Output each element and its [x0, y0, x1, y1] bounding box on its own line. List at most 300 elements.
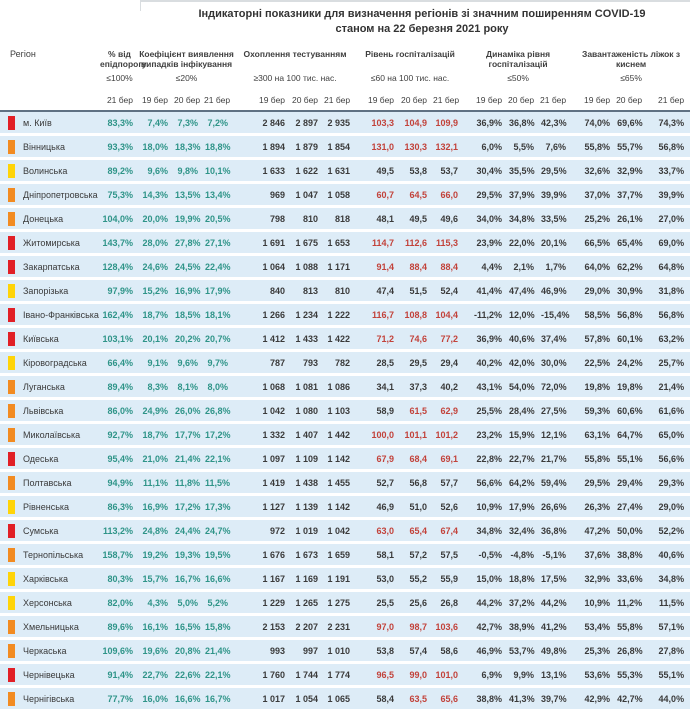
coef-value: 19,5%: [205, 549, 231, 560]
date-header: 20 бер: [174, 94, 201, 105]
risk-level-indicator-red: [8, 332, 15, 346]
beds-value: 26,8%: [617, 645, 643, 656]
risk-level-indicator-orange: [8, 188, 15, 202]
beds-value: 32,9%: [584, 573, 611, 584]
hosp-value: 49,5: [376, 165, 395, 176]
hosp-value: 34,1: [376, 381, 395, 392]
date-header: 20 бер: [616, 94, 643, 105]
dyn-value: 9,9%: [513, 669, 535, 680]
dyn-value: 34,0%: [476, 213, 503, 224]
hosp-value: 64,5: [409, 189, 428, 200]
hosp-value: 98,7: [409, 621, 428, 632]
test-value: 840: [270, 285, 286, 296]
test-value: 813: [303, 285, 319, 296]
test-value: 1 673: [295, 549, 319, 560]
beds-value: 56,8%: [658, 309, 685, 320]
beds-value: 63,2%: [658, 333, 685, 344]
test-value: 1 234: [295, 309, 319, 320]
hosp-value: 104,9: [404, 117, 428, 128]
coef-value: 13,4%: [205, 189, 231, 200]
dyn-value: 12,0%: [509, 309, 535, 320]
beds-value: 19,8%: [584, 381, 611, 392]
coef-value: 9,1%: [147, 357, 168, 368]
test-value: 1 653: [327, 237, 351, 248]
risk-level-indicator-yellow: [8, 164, 15, 178]
coef-value: 13,5%: [175, 189, 201, 200]
coef-value: 7,4%: [147, 117, 168, 128]
hosp-value: 88,4: [409, 261, 428, 272]
region-cell: [0, 351, 100, 375]
region-row: [0, 423, 690, 447]
beds-value: 42,7%: [617, 693, 643, 704]
region-cell: [0, 639, 100, 663]
region-name: Полтавська: [23, 477, 72, 488]
hosp-value: 100,0: [371, 429, 395, 440]
test-value: 1 222: [327, 309, 351, 320]
dyn-value: 28,4%: [509, 405, 535, 416]
hosp-value: 29,5: [409, 357, 428, 368]
dyn-value: 37,2%: [509, 597, 535, 608]
risk-level-indicator-orange: [8, 476, 15, 490]
coef-value: 24,5%: [175, 261, 201, 272]
beds-value: 55,7%: [617, 141, 643, 152]
dyn-value: 44,2%: [541, 597, 567, 608]
coef-value: 28,0%: [142, 237, 168, 248]
dyn-value: 37,9%: [509, 189, 535, 200]
hosp-value: 58,6: [440, 645, 459, 656]
beds-value: 65,4%: [617, 237, 643, 248]
test-value: 1 109: [295, 453, 319, 464]
coef-value: 5,2%: [207, 597, 229, 608]
hosp-value: 53,8: [376, 645, 395, 656]
test-value: 1 019: [295, 525, 319, 536]
risk-level-indicator-red: [8, 452, 15, 466]
beds-value: 10,9%: [584, 597, 611, 608]
test-value: 1 191: [327, 573, 351, 584]
coef-value: 15,8%: [205, 621, 231, 632]
coef-value: 18,5%: [175, 309, 201, 320]
coef-value: 22,4%: [205, 261, 231, 272]
dyn-value: 29,5%: [541, 165, 567, 176]
region-row: [0, 231, 690, 255]
dyn-value: 36,9%: [476, 117, 503, 128]
column-group-epidemic-threshold: % від епідпорогу: [100, 48, 147, 70]
coef-value: 8,0%: [207, 381, 229, 392]
risk-level-indicator-orange: [8, 140, 15, 154]
header-dates-row: [0, 84, 690, 112]
hosp-value: 55,2: [409, 573, 428, 584]
region-name: Житомирська: [23, 237, 80, 248]
region-name: Львівська: [23, 405, 64, 416]
beds-value: 11,5%: [659, 597, 685, 608]
beds-value: 64,8%: [658, 261, 685, 272]
coef-value: 4,3%: [147, 597, 168, 608]
coef-value: 21,0%: [142, 453, 168, 464]
date-header: 19 бер: [367, 94, 395, 105]
hosp-value: 52,7: [376, 477, 395, 488]
epid-value: 128,4%: [102, 261, 133, 272]
hosp-value: 103,3: [371, 117, 395, 128]
beds-value: 55,1%: [658, 669, 685, 680]
coef-value: 16,6%: [205, 573, 231, 584]
hosp-value: 130,3: [404, 141, 428, 152]
test-value: 1 054: [295, 693, 319, 704]
beds-value: 32,9%: [617, 165, 643, 176]
test-value: 798: [270, 213, 286, 224]
coef-value: 16,6%: [175, 693, 201, 704]
hosp-value: 109,9: [435, 117, 459, 128]
test-value: 1 442: [327, 429, 351, 440]
hosp-value: 53,8: [409, 165, 428, 176]
region-row: [0, 279, 690, 303]
threshold-dyn: ≤50%: [507, 72, 529, 83]
region-row: [0, 567, 690, 591]
region-name: Сумська: [23, 525, 59, 536]
region-cell: [0, 519, 100, 543]
region-name: Чернівецька: [23, 669, 75, 680]
beds-value: 60,1%: [617, 333, 643, 344]
region-name: Закарпатська: [23, 261, 80, 272]
coef-value: 15,7%: [142, 573, 168, 584]
risk-level-indicator-orange: [8, 620, 15, 634]
epid-value: 158,7%: [102, 549, 133, 560]
threshold-coef: ≤20%: [175, 72, 198, 83]
epid-value: 89,2%: [107, 165, 133, 176]
beds-value: 29,4%: [617, 477, 643, 488]
beds-value: 57,8%: [584, 333, 611, 344]
test-value: 810: [335, 285, 351, 296]
hosp-value: 101,2: [435, 429, 459, 440]
dyn-value: 17,5%: [541, 573, 567, 584]
epid-value: 103,1%: [102, 333, 133, 344]
coef-value: 18,7%: [142, 429, 168, 440]
beds-value: 37,7%: [617, 189, 643, 200]
dyn-value: 15,0%: [476, 573, 503, 584]
hosp-value: 37,3: [409, 381, 428, 392]
hosp-value: 63,0: [376, 525, 395, 536]
region-cell: [0, 183, 100, 207]
dyn-value: 39,7%: [541, 693, 567, 704]
test-value: 1 675: [295, 237, 319, 248]
risk-level-indicator-yellow: [8, 596, 15, 610]
region-row: [0, 255, 690, 279]
coef-value: 16,9%: [142, 501, 168, 512]
hosp-value: 26,8: [440, 597, 459, 608]
test-value: 1 760: [262, 669, 286, 680]
risk-level-indicator-orange: [8, 404, 15, 418]
test-value: 1 097: [262, 453, 286, 464]
region-name: Донецька: [23, 213, 64, 224]
dyn-value: 2,1%: [513, 261, 535, 272]
beds-value: 29,5%: [584, 477, 611, 488]
epid-value: 95,4%: [107, 453, 133, 464]
hosp-value: 97,0: [376, 621, 395, 632]
coef-value: 16,9%: [175, 285, 201, 296]
dyn-value: 59,4%: [541, 477, 567, 488]
hosp-value: 103,6: [435, 621, 459, 632]
coef-value: 7,2%: [207, 117, 229, 128]
beds-value: 69,6%: [617, 117, 643, 128]
beds-value: 59,3%: [584, 405, 611, 416]
hosp-value: 61,5: [409, 405, 428, 416]
risk-level-indicator-red: [8, 524, 15, 538]
beds-value: 26,3%: [584, 501, 611, 512]
coef-value: 20,8%: [175, 645, 201, 656]
beds-value: 57,1%: [658, 621, 685, 632]
hosp-value: 101,0: [435, 669, 459, 680]
threshold-hosp: ≤60 на 100 тис. нас.: [370, 72, 450, 83]
hosp-value: 74,6: [409, 333, 428, 344]
hosp-value: 25,6: [409, 597, 428, 608]
date-header: 20 бер: [400, 94, 428, 105]
hosp-value: 52,4: [440, 285, 459, 296]
test-value: 993: [270, 645, 286, 656]
beds-value: 29,0%: [584, 285, 611, 296]
beds-value: 27,4%: [617, 501, 643, 512]
column-group-hospitalization-dynamics: Динаміка рівня госпіталізацій: [486, 48, 551, 70]
coef-value: 18,8%: [205, 141, 231, 152]
test-value: 1 633: [262, 165, 286, 176]
hosp-value: 65,4: [409, 525, 428, 536]
coef-value: 9,7%: [207, 357, 229, 368]
test-value: 1 879: [295, 141, 319, 152]
risk-level-indicator-red: [8, 668, 15, 682]
dyn-value: 44,2%: [476, 597, 503, 608]
epid-value: 93,3%: [107, 141, 133, 152]
column-group-hospitalization-level: Рівень госпіталізацій: [365, 48, 455, 59]
test-value: 1 412: [262, 333, 286, 344]
region-name: Миколаївська: [23, 429, 81, 440]
dyn-value: 42,7%: [476, 621, 503, 632]
region-cell: [0, 591, 100, 615]
date-header: 19 бер: [476, 94, 503, 105]
dyn-value: 30,4%: [476, 165, 503, 176]
region-cell: [0, 303, 100, 327]
hosp-value: 48,1: [376, 213, 395, 224]
beds-value: 40,6%: [658, 549, 685, 560]
beds-value: 34,8%: [658, 573, 685, 584]
coef-value: 9,6%: [147, 165, 168, 176]
beds-value: 25,2%: [584, 213, 611, 224]
coef-value: 24,6%: [142, 261, 168, 272]
beds-value: 30,9%: [617, 285, 643, 296]
test-value: 782: [335, 357, 351, 368]
coef-value: 26,8%: [205, 405, 231, 416]
page-top-edge-line: [140, 0, 690, 2]
date-header: 21 бер: [433, 94, 460, 105]
risk-level-indicator-red: [8, 116, 15, 130]
test-value: 1 332: [262, 429, 286, 440]
column-group-testing-coverage: Охоплення тестуванням: [243, 48, 347, 59]
test-value: 1 171: [327, 261, 351, 272]
dyn-value: 1,7%: [545, 261, 567, 272]
test-value: 1 676: [262, 549, 286, 560]
coef-value: 22,7%: [142, 669, 168, 680]
table-body: [0, 111, 690, 711]
hosp-value: 71,2: [376, 333, 395, 344]
hosp-value: 58,9: [376, 405, 395, 416]
region-row: [0, 303, 690, 327]
beds-value: 33,6%: [617, 573, 643, 584]
hosp-value: 77,2: [440, 333, 459, 344]
table-title: [158, 0, 686, 37]
dyn-value: -5,1%: [542, 549, 567, 560]
region-name: Херсонська: [23, 597, 72, 608]
hosp-value: 88,4: [440, 261, 459, 272]
beds-value: 52,2%: [658, 525, 685, 536]
coef-value: 11,8%: [175, 477, 201, 488]
coef-value: 24,9%: [142, 405, 168, 416]
epid-value: 143,7%: [102, 237, 133, 248]
region-cell: [0, 687, 100, 711]
test-value: 818: [335, 213, 351, 224]
beds-value: 31,8%: [658, 285, 685, 296]
table-header: [0, 40, 690, 112]
test-value: 1 744: [295, 669, 319, 680]
dyn-value: 29,5%: [476, 189, 503, 200]
test-value: 1 017: [262, 693, 286, 704]
test-value: 1 659: [327, 549, 351, 560]
beds-value: 33,7%: [658, 165, 685, 176]
region-cell: [0, 567, 100, 591]
epid-value: 162,4%: [102, 309, 133, 320]
beds-value: 11,2%: [617, 597, 643, 608]
date-header: 20 бер: [508, 94, 535, 105]
region-name: Волинська: [23, 165, 68, 176]
region-row: [0, 639, 690, 663]
hosp-value: 51,5: [409, 285, 428, 296]
hosp-value: 25,5: [376, 597, 395, 608]
hosp-value: 112,6: [405, 237, 428, 248]
dyn-value: 38,9%: [509, 621, 535, 632]
coef-value: 24,7%: [205, 525, 231, 536]
test-value: 1 422: [327, 333, 351, 344]
region-name: Одеська: [23, 453, 59, 464]
test-value: 1 065: [327, 693, 351, 704]
hosp-value: 116,7: [372, 309, 395, 320]
dyn-value: 23,9%: [476, 237, 503, 248]
dyn-value: 18,8%: [509, 573, 535, 584]
risk-level-indicator-orange: [8, 212, 15, 226]
test-value: 793: [303, 357, 319, 368]
hosp-value: 57,2: [409, 549, 428, 560]
hosp-value: 53,7: [440, 165, 459, 176]
dyn-value: 6,0%: [481, 141, 503, 152]
coef-value: 10,1%: [205, 165, 231, 176]
epid-value: 113,2%: [102, 525, 133, 536]
test-value: 1 455: [327, 477, 351, 488]
beds-value: 74,0%: [584, 117, 611, 128]
date-header: 19 бер: [258, 94, 286, 105]
beds-value: 22,5%: [584, 357, 611, 368]
dyn-value: 41,2%: [541, 621, 567, 632]
hosp-value: 67,9: [376, 453, 395, 464]
risk-level-indicator-orange: [8, 380, 15, 394]
dyn-value: 32,4%: [509, 525, 535, 536]
beds-value: 63,1%: [584, 429, 611, 440]
epid-value: 75,3%: [107, 189, 133, 200]
beds-value: 26,1%: [617, 213, 643, 224]
region-cell: [0, 423, 100, 447]
coef-value: 18,7%: [142, 309, 168, 320]
hosp-value: 69,1: [440, 453, 459, 464]
region-name: Вінницька: [23, 141, 65, 152]
region-row: [0, 159, 690, 183]
region-name: Тернопільська: [23, 549, 84, 560]
beds-value: 56,8%: [658, 141, 685, 152]
epid-value: 83,3%: [107, 117, 133, 128]
dyn-value: 46,9%: [541, 285, 567, 296]
test-value: 972: [270, 525, 286, 536]
test-value: 1 139: [295, 501, 319, 512]
dyn-value: 46,9%: [476, 645, 503, 656]
region-name: Чернігівська: [23, 693, 75, 704]
beds-value: 56,6%: [658, 453, 685, 464]
region-column-header: Регіон: [10, 48, 36, 59]
dyn-value: 41,4%: [476, 285, 503, 296]
region-row: [0, 447, 690, 471]
test-value: 1 127: [262, 501, 286, 512]
coef-value: 14,3%: [142, 189, 168, 200]
epid-value: 89,6%: [107, 621, 133, 632]
region-cell: [0, 279, 100, 303]
beds-value: 58,5%: [584, 309, 611, 320]
date-header: 21 бер: [106, 94, 133, 105]
test-value: 1 086: [327, 381, 351, 392]
test-value: 1 103: [327, 405, 351, 416]
dyn-value: 7,6%: [545, 141, 567, 152]
beds-value: 61,6%: [658, 405, 685, 416]
test-value: 1 169: [295, 573, 319, 584]
region-cell: [0, 471, 100, 495]
dyn-value: -11,2%: [474, 309, 503, 320]
column-group-detection-coefficient: Коефіцієнт виявлення випадків інфікування: [139, 48, 234, 70]
epid-value: 94,9%: [107, 477, 133, 488]
beds-value: 37,0%: [584, 189, 611, 200]
region-cell: [0, 111, 100, 135]
epid-value: 89,4%: [107, 381, 133, 392]
dyn-value: 12,1%: [541, 429, 567, 440]
test-value: 969: [270, 189, 286, 200]
dyn-value: 56,6%: [476, 477, 503, 488]
test-value: 1 088: [295, 261, 319, 272]
dyn-value: 47,4%: [509, 285, 535, 296]
dyn-value: 54,0%: [509, 381, 535, 392]
beds-value: 65,0%: [658, 429, 685, 440]
dyn-value: 17,9%: [509, 501, 535, 512]
region-row: [0, 111, 690, 135]
coef-value: 20,2%: [175, 333, 201, 344]
dyn-value: 22,8%: [476, 453, 503, 464]
column-group-oxygen-beds-occupancy: Завантаженість ліжок з киснем: [582, 48, 681, 70]
region-name: Черкаська: [23, 645, 67, 656]
beds-value: 47,2%: [584, 525, 611, 536]
dyn-value: 5,5%: [513, 141, 535, 152]
region-row: [0, 399, 690, 423]
test-value: 997: [303, 645, 319, 656]
beds-value: 69,0%: [658, 237, 685, 248]
covid-indicators-table: [0, 40, 690, 712]
coef-value: 17,2%: [205, 429, 231, 440]
hosp-value: 108,8: [404, 309, 428, 320]
beds-value: 64,7%: [617, 429, 643, 440]
coef-value: 17,7%: [175, 429, 201, 440]
risk-level-indicator-red: [8, 236, 15, 250]
dyn-value: 41,3%: [509, 693, 535, 704]
test-value: 1 854: [327, 141, 351, 152]
beds-value: 55,3%: [617, 669, 643, 680]
beds-value: 39,9%: [658, 189, 685, 200]
